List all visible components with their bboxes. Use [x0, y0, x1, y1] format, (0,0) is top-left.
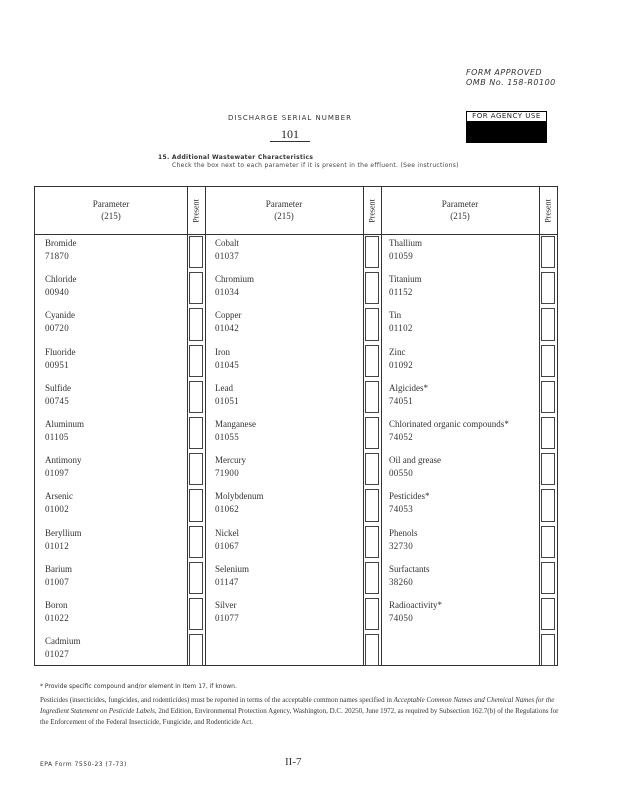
parameters-table: [34, 186, 558, 666]
col1-present-header: [187, 187, 205, 235]
parameter-name: Chlorinated organic compounds*: [389, 419, 509, 429]
parameter-code: 01102: [389, 323, 413, 334]
divider: [205, 187, 206, 665]
col3-present-header: [539, 187, 557, 235]
present-checkbox[interactable]: [189, 345, 203, 377]
parameter-code: 00940: [45, 287, 69, 298]
present-checkbox[interactable]: [189, 308, 203, 340]
parameter-code: 01045: [215, 359, 239, 370]
col1-header-code: (215): [101, 211, 121, 221]
col3-header-label: Parameter: [441, 199, 479, 209]
parameter-name: Cyanide: [45, 310, 75, 321]
parameter-code: 01051: [215, 395, 239, 406]
col2-header: [205, 187, 363, 235]
parameter-cell: [215, 563, 249, 589]
present-checkbox[interactable]: [365, 381, 379, 413]
parameter-code: 01152: [389, 287, 413, 298]
parameter-code: 32730: [389, 540, 413, 551]
parameter-cell: [215, 273, 254, 299]
discharge-serial-label: DISCHARGE SERIAL NUMBER: [228, 114, 352, 122]
present-checkbox[interactable]: [189, 598, 203, 630]
form-number: EPA Form 7550-23 (7-73): [40, 761, 127, 768]
parameter-name: Algicides*: [389, 382, 428, 393]
parameter-code: 01062: [215, 504, 239, 515]
form-approved-text: FORM APPROVED: [466, 68, 543, 77]
parameter-code: 01012: [45, 540, 69, 551]
present-checkbox[interactable]: [365, 272, 379, 304]
parameter-name: Molybdenum: [215, 491, 264, 502]
present-checkbox[interactable]: [365, 598, 379, 630]
parameter-code: 00951: [45, 359, 69, 370]
parameter-code: 01037: [215, 251, 239, 261]
present-checkbox[interactable]: [365, 562, 379, 594]
parameter-cell: [389, 346, 413, 372]
parameter-name: Sulfide: [45, 382, 71, 393]
parameter-name: Titanium: [389, 274, 422, 285]
parameter-name: Arsenic: [45, 491, 73, 502]
parameter-cell: [45, 382, 71, 408]
present-checkbox[interactable]: [365, 526, 379, 558]
pesticides-note-rest: , 2nd Edition, Environmental Protection Agency, Washington, D.C. 20250, June 1972, as required by Subsection 162.7(b) of the Regulations for the Enforcement of the Federal Insecticide, Fungicide, and Rodenticide Act.: [40, 707, 559, 726]
present-checkbox[interactable]: [365, 345, 379, 377]
parameter-code: 01022: [45, 613, 69, 623]
parameter-name: Zinc: [389, 346, 406, 357]
parameter-code: 38260: [389, 576, 413, 587]
section-instruction: Check the box next to each parameter if it is present in the effluent. (See instructions): [172, 162, 459, 169]
parameter-cell: [389, 309, 413, 335]
parameter-cell: [215, 599, 239, 625]
present-checkbox[interactable]: [541, 562, 555, 594]
parameter-cell: [45, 527, 82, 553]
present-checkbox[interactable]: [541, 453, 555, 485]
parameter-cell: [389, 237, 422, 263]
parameter-cell: [389, 599, 442, 625]
parameter-cell: [45, 418, 84, 444]
parameter-cell: [215, 309, 242, 335]
parameter-name: Selenium: [215, 563, 249, 574]
pesticides-note: [40, 695, 560, 728]
parameter-name: Mercury: [215, 455, 246, 466]
parameter-cell: [215, 418, 256, 444]
agency-use-box: [466, 111, 547, 141]
present-checkbox[interactable]: [541, 598, 555, 630]
parameter-code: 01067: [215, 540, 239, 551]
parameter-cell: [389, 273, 422, 299]
parameter-name: Surfactants: [389, 563, 430, 574]
col2-present-label: Present: [367, 198, 377, 223]
parameter-code: 00550: [389, 468, 413, 479]
footnote: * Provide specific compound and/or element in Item 17, if known.: [40, 683, 237, 690]
parameter-code: 01007: [45, 576, 69, 587]
omb-number: OMB No. 158-R0100: [466, 78, 556, 87]
parameter-cell: [45, 273, 77, 299]
col2-header-label: Parameter: [265, 199, 303, 209]
present-checkbox[interactable]: [365, 453, 379, 485]
parameter-cell: [45, 309, 75, 335]
col3-header-code: (215): [450, 211, 470, 221]
parameter-code: 01105: [45, 432, 69, 442]
parameter-cell: [45, 490, 73, 516]
divider: [187, 187, 188, 665]
parameter-cell: [215, 382, 239, 408]
present-checkbox[interactable]: [189, 381, 203, 413]
agency-use-label: FOR AGENCY USE: [466, 111, 547, 122]
parameter-name: Nickel: [215, 527, 239, 538]
parameter-name: Boron: [45, 600, 68, 610]
parameter-cell: [45, 346, 76, 372]
parameter-cell: [45, 563, 72, 589]
parameter-code: 74052: [389, 432, 413, 442]
parameter-cell: [45, 599, 69, 625]
present-checkbox[interactable]: [189, 562, 203, 594]
present-checkbox[interactable]: [365, 236, 379, 268]
present-checkbox[interactable]: [541, 489, 555, 521]
present-checkbox[interactable]: [541, 272, 555, 304]
divider: [539, 187, 540, 665]
parameter-cell: [389, 527, 418, 553]
present-checkbox[interactable]: [541, 236, 555, 268]
parameter-cell: [389, 563, 430, 589]
parameter-cell: [45, 635, 81, 661]
col2-header-code: (215): [274, 211, 294, 221]
parameter-code: 01034: [215, 287, 239, 298]
divider: [381, 187, 382, 665]
parameter-name: Thallium: [389, 238, 422, 248]
parameter-code: 01042: [215, 323, 239, 334]
parameter-name: Antimony: [45, 455, 82, 466]
parameter-code: 71900: [215, 468, 239, 479]
parameter-cell: [389, 490, 430, 516]
parameter-name: Phenols: [389, 527, 418, 538]
parameter-code: 01055: [215, 432, 239, 442]
parameter-name: Cobalt: [215, 238, 239, 248]
parameter-code: 01092: [389, 359, 413, 370]
parameter-cell: [215, 237, 239, 263]
parameter-code: 01097: [45, 468, 69, 479]
parameter-name: Silver: [215, 600, 237, 610]
parameter-code: 71870: [45, 251, 69, 261]
parameter-cell: [389, 454, 441, 480]
parameter-name: Radioactivity*: [389, 600, 442, 610]
col1-present-label: Present: [191, 198, 201, 223]
parameter-cell: [389, 418, 509, 444]
parameter-name: Bromide: [45, 238, 77, 248]
parameter-name: Chromium: [215, 274, 255, 285]
parameter-code: 01027: [45, 649, 69, 660]
parameter-name: Iron: [215, 346, 230, 357]
present-checkbox[interactable]: [541, 308, 555, 340]
present-checkbox[interactable]: [365, 308, 379, 340]
parameter-cell: [389, 382, 428, 408]
parameter-name: Tin: [389, 310, 402, 321]
parameter-code: 00745: [45, 395, 69, 406]
parameter-cell: [45, 454, 82, 480]
present-checkbox[interactable]: [189, 417, 203, 449]
present-checkbox[interactable]: [541, 381, 555, 413]
parameter-cell: [215, 346, 239, 372]
present-checkbox[interactable]: [189, 526, 203, 558]
present-checkbox[interactable]: [365, 417, 379, 449]
parameter-name: Beryllium: [45, 527, 82, 538]
present-checkbox[interactable]: [189, 634, 203, 666]
present-checkbox[interactable]: [189, 272, 203, 304]
col3-present-label: Present: [543, 198, 553, 223]
col1-header-label: Parameter: [92, 199, 130, 209]
parameter-cell: [215, 490, 264, 516]
parameter-name: Oil and grease: [389, 455, 441, 466]
present-checkbox[interactable]: [365, 634, 379, 666]
parameter-name: Fluoride: [45, 346, 76, 357]
col1-header: [35, 187, 187, 235]
form-approved-stamp: [466, 68, 556, 88]
col3-header: [381, 187, 539, 235]
pesticides-note-title: Acceptable Common Names and Chemical Names for the Ingredient Statement on Pesticide Labels: [40, 696, 555, 715]
present-checkbox[interactable]: [189, 453, 203, 485]
parameter-cell: [215, 527, 239, 553]
parameter-code: 01147: [215, 576, 239, 587]
section-title: 15. Additional Wastewater Characteristics: [158, 154, 314, 161]
parameter-name: Cadmium: [45, 636, 81, 647]
parameter-cell: [45, 237, 77, 263]
parameter-name: Manganese: [215, 419, 256, 429]
present-checkbox[interactable]: [541, 417, 555, 449]
parameter-cell: [215, 454, 246, 480]
parameter-name: Pesticides*: [389, 491, 430, 502]
agency-use-field: [466, 122, 547, 143]
parameter-code: 74053: [389, 504, 413, 515]
parameter-name: Aluminum: [45, 419, 85, 429]
present-checkbox[interactable]: [541, 526, 555, 558]
parameter-name: Lead: [215, 382, 233, 393]
present-checkbox[interactable]: [541, 345, 555, 377]
present-checkbox[interactable]: [189, 489, 203, 521]
present-checkbox[interactable]: [541, 634, 555, 666]
parameter-code: 01002: [45, 504, 69, 515]
pesticides-note-text: Pesticides (insecticides, fungicides, and rodenticides) must be reported in terms of the acceptable common names specified in: [40, 696, 392, 704]
parameter-name: Copper: [215, 310, 242, 321]
parameter-name: Chloride: [45, 274, 77, 285]
divider: [363, 187, 364, 665]
parameter-code: 74050: [389, 613, 413, 623]
page-number: II-7: [285, 756, 302, 768]
discharge-serial-value: 101: [270, 127, 310, 142]
parameter-code: 74051: [389, 395, 413, 406]
col2-present-header: [363, 187, 381, 235]
parameter-name: Barium: [45, 563, 72, 574]
parameter-code: 01059: [389, 251, 413, 261]
parameter-code: 01077: [215, 613, 239, 623]
present-checkbox[interactable]: [365, 489, 379, 521]
present-checkbox[interactable]: [189, 236, 203, 268]
parameter-code: 00720: [45, 323, 69, 334]
